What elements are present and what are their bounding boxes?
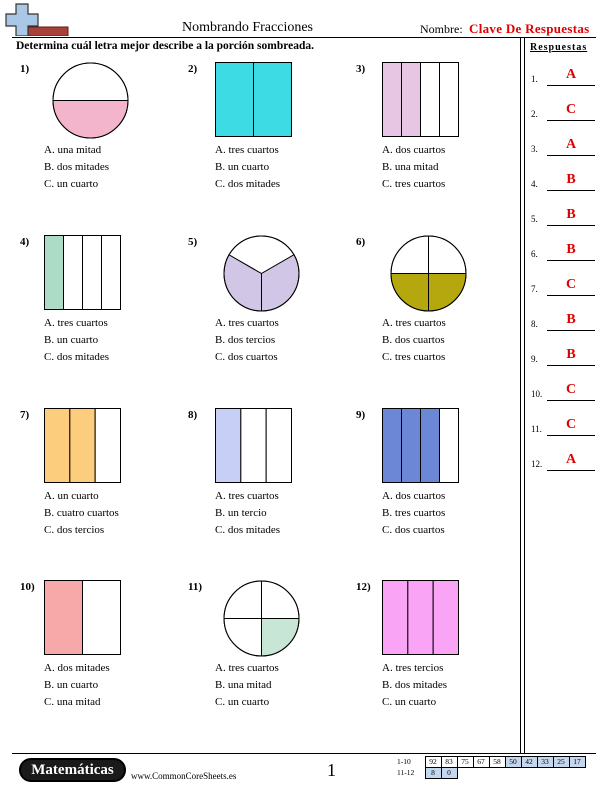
score-cell: 33 bbox=[537, 757, 553, 768]
answer-option: A. tres cuartos bbox=[215, 662, 279, 674]
page-number: 1 bbox=[327, 760, 336, 780]
answer-line bbox=[547, 470, 595, 471]
answer-letter: B bbox=[566, 347, 576, 362]
shaded-part bbox=[254, 63, 292, 137]
question-number: 9) bbox=[356, 409, 366, 421]
answer-number: 8. bbox=[531, 319, 538, 329]
answer-option: C. dos mitades bbox=[44, 351, 110, 363]
shaded-part bbox=[402, 63, 421, 137]
question-number: 1) bbox=[20, 63, 30, 75]
answer-number: 4. bbox=[531, 179, 538, 189]
score-cell: 42 bbox=[521, 757, 537, 768]
answer-number: 9. bbox=[531, 354, 538, 364]
instructions: Determina cuál letra mejor describe a la porción sombreada. bbox=[16, 40, 314, 52]
answer-option: B. una mitad bbox=[382, 161, 439, 173]
answer-column-divider bbox=[524, 37, 525, 753]
score-cell: 8 bbox=[425, 768, 441, 779]
unshaded-part bbox=[262, 581, 300, 619]
answer-option: C. tres cuartos bbox=[382, 351, 446, 363]
shaded-part bbox=[383, 63, 402, 137]
shaded-part bbox=[383, 409, 402, 483]
unshaded-part bbox=[241, 409, 266, 483]
answer-row bbox=[531, 99, 597, 121]
answer-option: C. una mitad bbox=[44, 696, 101, 708]
answer-row bbox=[531, 309, 597, 331]
unshaded-part bbox=[421, 63, 440, 137]
question-number: 6) bbox=[356, 236, 366, 248]
answer-row bbox=[531, 204, 597, 226]
fraction-rectangle bbox=[44, 580, 121, 660]
answer-number: 6. bbox=[531, 249, 538, 259]
answer-letter: B bbox=[566, 312, 576, 327]
answer-row bbox=[531, 344, 597, 366]
fraction-circle bbox=[390, 235, 467, 317]
answer-options bbox=[215, 660, 279, 711]
answer-options bbox=[382, 315, 446, 366]
answer-number: 10. bbox=[531, 389, 543, 399]
shaded-part bbox=[391, 274, 429, 312]
shaded-part bbox=[45, 581, 83, 655]
fraction-rectangle bbox=[382, 62, 459, 142]
question-number: 7) bbox=[20, 409, 30, 421]
score-row-label: 11-12 bbox=[397, 768, 415, 777]
answer-option: C. un cuarto bbox=[44, 178, 99, 190]
answer-row bbox=[531, 414, 597, 436]
answer-option: B. dos mitades bbox=[44, 161, 110, 173]
answer-options bbox=[215, 142, 280, 193]
answer-option: C. un cuarto bbox=[382, 696, 437, 708]
answer-option: C. dos cuartos bbox=[382, 524, 445, 536]
answer-letter: A bbox=[565, 452, 577, 467]
question-number: 10) bbox=[20, 581, 35, 593]
answer-number: 2. bbox=[531, 109, 538, 119]
answer-option: A. tres cuartos bbox=[215, 490, 279, 502]
answer-row bbox=[531, 379, 597, 401]
answer-number: 11. bbox=[531, 424, 542, 434]
fraction-rectangle bbox=[215, 408, 292, 488]
answer-option: A. un cuarto bbox=[44, 490, 99, 502]
answer-number: 12. bbox=[531, 459, 543, 469]
subject-badge: Matemáticas bbox=[19, 758, 126, 782]
answer-column-divider bbox=[520, 37, 521, 753]
unshaded-part bbox=[224, 581, 262, 619]
score-cell: 83 bbox=[441, 757, 457, 768]
shaded-part bbox=[262, 619, 300, 657]
answer-option: A. dos cuartos bbox=[382, 490, 446, 502]
unshaded-part bbox=[102, 236, 121, 310]
shaded-part bbox=[408, 581, 433, 655]
score-cell: 67 bbox=[473, 757, 489, 768]
shaded-part bbox=[216, 63, 254, 137]
fraction-circle bbox=[223, 580, 300, 662]
answer-row bbox=[531, 239, 597, 261]
answer-options bbox=[44, 488, 119, 539]
shaded-part bbox=[429, 274, 467, 312]
answer-option: B. tres cuartos bbox=[382, 507, 446, 519]
answer-option: B. un cuarto bbox=[215, 161, 270, 173]
answer-options bbox=[382, 488, 445, 539]
answer-option: B. un cuarto bbox=[44, 679, 99, 691]
fraction-circle bbox=[223, 235, 300, 317]
answer-option: C. dos cuartos bbox=[215, 351, 278, 363]
unshaded-part bbox=[429, 236, 467, 274]
answer-letter: B bbox=[566, 207, 576, 222]
answer-letter: C bbox=[565, 277, 577, 292]
unshaded-part bbox=[266, 409, 291, 483]
answer-option: C. dos mitades bbox=[215, 178, 281, 190]
answer-line bbox=[547, 85, 595, 86]
answer-option: C. un cuarto bbox=[215, 696, 270, 708]
answer-row bbox=[531, 134, 597, 156]
answer-letter: C bbox=[565, 382, 577, 397]
fraction-rectangle bbox=[382, 580, 459, 660]
answer-line bbox=[547, 435, 595, 436]
answer-line bbox=[547, 400, 595, 401]
shaded-part bbox=[383, 581, 408, 655]
fraction-rectangle bbox=[44, 235, 121, 315]
page-title: Nombrando Fracciones bbox=[181, 20, 314, 35]
answer-line bbox=[547, 190, 595, 191]
answer-number: 3. bbox=[531, 144, 538, 154]
answer-options bbox=[382, 660, 447, 711]
answer-option: A. tres cuartos bbox=[382, 317, 446, 329]
answer-letter: C bbox=[565, 102, 577, 117]
answer-options bbox=[44, 660, 110, 711]
question-number: 11) bbox=[188, 581, 203, 593]
shaded-part bbox=[45, 236, 64, 310]
answer-line bbox=[547, 155, 595, 156]
question-number: 8) bbox=[188, 409, 198, 421]
score-table bbox=[397, 756, 586, 779]
score-cell: 58 bbox=[489, 757, 505, 768]
answer-letter: A bbox=[565, 137, 577, 152]
score-row-label: 1-10 bbox=[397, 757, 411, 766]
answer-option: C. tres cuartos bbox=[382, 178, 446, 190]
answer-options bbox=[215, 488, 280, 539]
shaded-part bbox=[433, 581, 458, 655]
question-number: 5) bbox=[188, 236, 198, 248]
unshaded-part bbox=[83, 581, 121, 655]
answer-option: A. una mitad bbox=[44, 144, 102, 156]
answer-options bbox=[215, 315, 279, 366]
unshaded-part bbox=[83, 236, 102, 310]
name-value: Clave De Respuestas bbox=[469, 21, 590, 36]
fraction-rectangle bbox=[44, 408, 121, 488]
answer-option: B. dos cuartos bbox=[382, 334, 445, 346]
answer-line bbox=[547, 295, 595, 296]
answer-line bbox=[547, 225, 595, 226]
answer-line bbox=[547, 260, 595, 261]
score-cell: 0 bbox=[441, 768, 457, 779]
answer-option: B. cuatro cuartos bbox=[44, 507, 119, 519]
shaded-part bbox=[216, 409, 241, 483]
answer-letter: B bbox=[566, 242, 576, 257]
name-label: Nombre: bbox=[420, 22, 463, 36]
question-number: 2) bbox=[188, 63, 198, 75]
answer-option: B. un cuarto bbox=[44, 334, 99, 346]
answer-line bbox=[547, 330, 595, 331]
score-cell: 17 bbox=[569, 757, 585, 768]
shaded-part bbox=[421, 409, 440, 483]
unshaded-part bbox=[64, 236, 83, 310]
answer-options bbox=[44, 142, 109, 193]
answer-option: B. dos tercios bbox=[215, 334, 276, 346]
fraction-rectangle bbox=[215, 62, 292, 142]
answer-letter: A bbox=[565, 67, 577, 82]
fraction-rectangle bbox=[382, 408, 459, 488]
shaded-part bbox=[402, 409, 421, 483]
unshaded-part bbox=[440, 409, 459, 483]
unshaded-part bbox=[391, 236, 429, 274]
unshaded-part bbox=[440, 63, 459, 137]
logo bbox=[0, 0, 70, 36]
question-number: 3) bbox=[356, 63, 366, 75]
answer-option: A. dos mitades bbox=[44, 662, 110, 674]
answer-row bbox=[531, 274, 597, 296]
answer-option: B. un tercio bbox=[215, 507, 267, 519]
answer-number: 7. bbox=[531, 284, 538, 294]
answer-option: B. dos mitades bbox=[382, 679, 448, 691]
answer-option: C. dos mitades bbox=[215, 524, 281, 536]
shaded-part bbox=[53, 101, 128, 139]
answer-option: A. tres tercios bbox=[382, 662, 444, 674]
shaded-part bbox=[70, 409, 95, 483]
answer-option: A. tres cuartos bbox=[215, 144, 279, 156]
score-row bbox=[397, 768, 585, 779]
answer-row bbox=[531, 449, 597, 471]
score-row bbox=[397, 757, 585, 768]
header-divider bbox=[12, 37, 596, 38]
unshaded-part bbox=[95, 409, 120, 483]
answer-line bbox=[547, 120, 595, 121]
answer-option: A. tres cuartos bbox=[44, 317, 108, 329]
answer-number: 1. bbox=[531, 74, 538, 84]
answer-number: 5. bbox=[531, 214, 538, 224]
score-cell: 50 bbox=[505, 757, 521, 768]
answer-letter: B bbox=[566, 172, 576, 187]
unshaded-part bbox=[53, 63, 128, 101]
answer-option: A. tres cuartos bbox=[215, 317, 279, 329]
score-cell: 75 bbox=[457, 757, 473, 768]
answer-option: C. dos tercios bbox=[44, 524, 105, 536]
question-number: 4) bbox=[20, 236, 30, 248]
footer-divider bbox=[12, 753, 596, 754]
score-cell: 25 bbox=[553, 757, 569, 768]
website-link[interactable]: www.CommonCoreSheets.es bbox=[131, 771, 237, 781]
shaded-part bbox=[45, 409, 70, 483]
answer-options bbox=[382, 142, 445, 193]
fraction-circle bbox=[52, 62, 129, 144]
answer-letter: C bbox=[565, 417, 577, 432]
answer-row bbox=[531, 169, 597, 191]
answer-row bbox=[531, 64, 597, 86]
question-number: 12) bbox=[356, 581, 371, 593]
answer-key-title: Respuestas bbox=[530, 42, 588, 53]
answer-line bbox=[547, 365, 595, 366]
answer-option: A. dos cuartos bbox=[382, 144, 446, 156]
answer-option: B. una mitad bbox=[215, 679, 272, 691]
score-cell: 92 bbox=[425, 757, 441, 768]
answer-options bbox=[44, 315, 109, 366]
unshaded-part bbox=[224, 619, 262, 657]
